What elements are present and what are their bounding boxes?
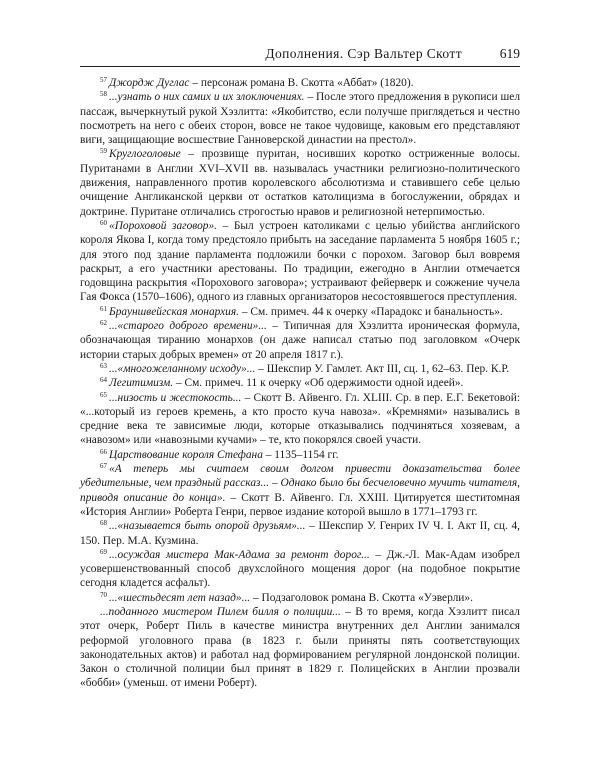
endnote [80,391,520,448]
note-number: 66 [100,447,107,456]
note-number: 64 [100,376,107,385]
endnote [80,605,520,691]
note-text: – Скотт В. Айвенго. Гл. XLIII. Ср. в пер. Е.Г. Бекетовой: «...который из героев кремень, а кто просто куча навоза». «Кремнями» назывались в средние века те зависимые люди, которые отказывались подчиняться хозяевам, а «навозом» или «навозными кучами» – те, кто покорялся своей участи. [80,391,520,447]
note-number: 58 [100,90,107,99]
note-number: 67 [100,462,107,471]
note-lead: ...осуждая мистера Мак-Адама за ремонт дорог... [109,548,370,561]
endnote [80,376,520,390]
note-number: 70 [100,590,107,599]
header-title: Дополнения. Сэр Вальтер Скотт [265,46,462,61]
running-header [80,44,520,67]
note-lead: ...поданного мистером Пилем билля о полиции... [100,605,341,618]
endnote [80,305,520,319]
note-text: – Подзаголовок романа В. Скотта «Уэверли». [250,591,473,604]
note-number: 65 [100,390,107,399]
note-text: – Скотт В. Айвенго. Гл. XXIII. Цитируется шеститомная «История Англии» Роберта Генри, первое издание которой вышло в 1771–1793 гг. [80,491,520,518]
note-lead: Легитимизм. [109,377,174,390]
endnote [80,319,520,362]
note-text: – После этого предложения в рукописи шел пассаж, вычеркнутый рукой Хэзлитта: «Якобитство, если получше приглядеться и честно посмотреть на него с обеих сторон, вовсе не такое чудовище, каковым его представляют виги, защищающие восшествие Ганноверской династии на престол». [80,91,521,147]
note-lead: ...узнать о них самих и их злоключениях. [109,91,305,104]
note-number: 60 [100,218,107,227]
endnote [80,219,520,305]
endnotes [80,76,520,691]
endnote [80,591,520,605]
note-lead: Царствование короля Стефана [109,448,263,461]
note-lead: «А теперь мы считаем своим долгом привести доказательства более убедительные, чем праздный рассказ... – Однако было бы бесчеловечно мучить читателя, приводя описание до конца». [80,463,520,504]
note-number: 57 [100,76,107,84]
note-text: – См. примеч. 11 к очерку «Об одержимости одной идеей». [173,377,464,390]
note-text: – Был устроен католиками с целью убийства английского короля Якова I, когда тому предстояло прибыть на заседание парламента 5 ноября 1605 г.; для этого под здание парламента подложили бочки с порохом. Заговор был вовремя раскрыт, а его участники арестованы. По традиции, ежегодно в Англии отмечается годовщина раскрытия «Порохового заговора»; устраивают фейерверк и сожжение чучела Гая Фокса (1570–1606), одного из главных организаторов несостоявшегося преступления. [80,219,520,304]
note-lead: Джордж Дуглас [109,77,190,89]
note-lead: ...низость и жестокость... [109,391,242,404]
note-number: 61 [100,304,107,313]
note-text: – 1135–1154 гг. [262,448,339,461]
note-lead: ...«многожеланному исходу»... [109,362,256,375]
note-text: – Дж.-Л. Мак-Адам изобрел усовершенствованный способ двухслойного мощения дорог (на подобное покрытие сегодня кладется асфальт). [80,548,520,590]
note-lead: ...«старого доброго времени»... [109,320,267,333]
note-text: – См. примеч. 44 к очерку «Парадокс и банальность». [239,305,503,318]
note-lead: «Пороховой заговор». [109,219,218,232]
page-number: 619 [499,46,520,61]
note-lead: Круглоголовые [109,148,181,161]
note-lead: ...«называется быть опорой друзьям»... [109,520,306,533]
endnote [80,462,520,519]
note-number: 63 [100,361,107,370]
note-number: 68 [100,519,107,528]
note-number: 69 [100,547,107,556]
note-text: – Типичная для Хэзлитта ироническая формула, обозначающая тиранию монархов (он даже написал статью под заголовком «Очерк истории старых добрых времен» от 20 апреля 1817 г.). [80,320,520,361]
note-number: 62 [100,319,107,328]
note-text: – персонаж романа В. Скотта «Аббат» (1820). [189,77,414,89]
endnote [80,448,520,462]
endnote [80,147,520,218]
endnote [80,90,520,147]
note-number: 59 [100,147,107,156]
note-lead: ...«шестьдесят лет назад»... [109,591,251,604]
note-text: – Шекспир У. Генрих IV Ч. I. Акт II, сц. 4, 150. Пер. М.А. Кузмина. [80,520,521,547]
endnote [80,548,520,591]
note-text: – прозвище пуритан, носивших коротко остриженные волосы. Пуританами в Англии XVI–XVII вв. называлась участники религиозно-политического движения, направленного против королевского абсолютизма и ставившего себе целью очищение Англиканской церкви от остатков католицизма в богослужении, обрядах и доктрине. Пуритане отличались строгостью нравов и религиозной нетерпимостью. [80,148,520,218]
endnote [80,362,520,376]
endnote [80,519,520,548]
note-text: – Шекспир У. Гамлет. Акт III, сц. 1, 62–63. Пер. К.Р. [255,362,510,375]
endnote [80,76,520,90]
note-text: – В то время, когда Хэзлитт писал этот очерк, Роберт Пиль в качестве министра внутренних дел Англии занимался реформой уголовного права (в 1823 г. были приняты пять соответствующих законодательных актов) и работал над формированием регулярной лондонской полиции. Закон о столичной полиции был принят в 1829 г. Полицейских в Англии прозвали «бобби» (уменьш. от имени Роберт). [80,605,520,690]
note-lead: Брауншвейгская монархия. [109,305,240,318]
